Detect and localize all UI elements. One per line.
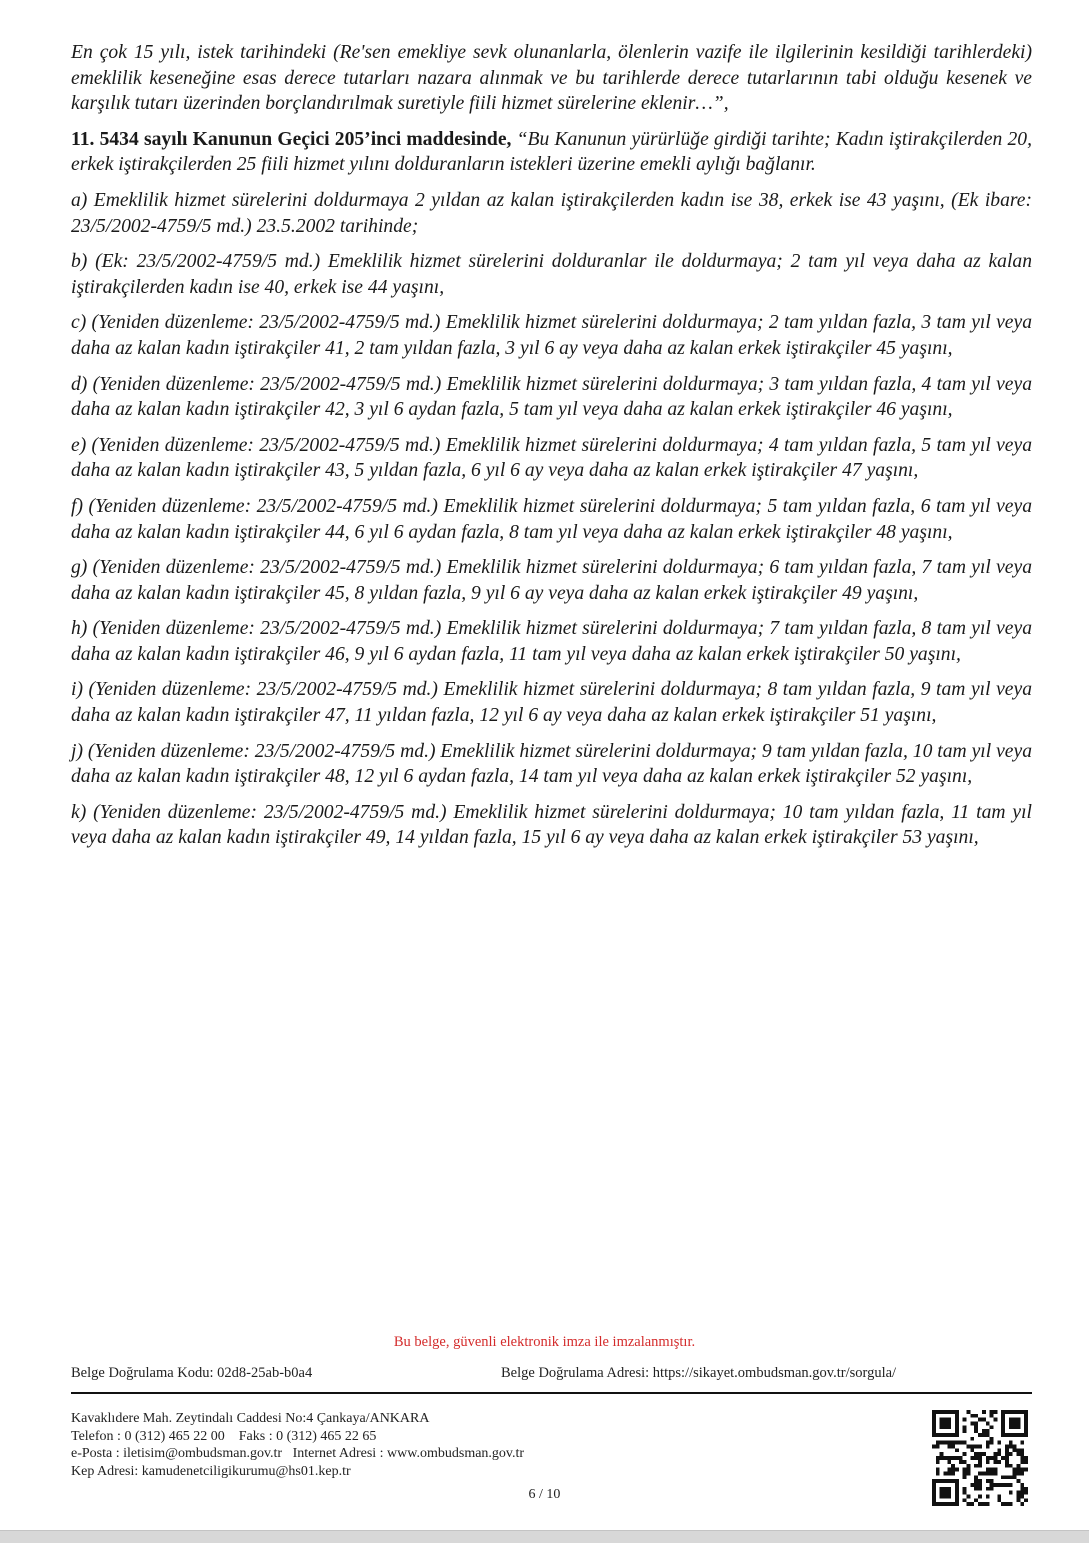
paragraph xyxy=(71,800,1032,851)
paragraph-text: g) (Yeniden düzenleme: 23/5/2002-4759/5 md.) Emeklilik hizmet sürelerini doldurmaya; 6 tam yıldan fazla, 7 tam yıl veya daha az kalan kadın iştirakçiler 45, 8 yıldan fazla, 9 yıl 6 ay veya daha az kalan erkek iştirakçiler 49 yaşını, xyxy=(71,557,1032,604)
footer-contact xyxy=(71,1410,524,1480)
signature-note: Bu belge, güvenli elektronik imza ile imzalanmıştır. xyxy=(393,1334,696,1350)
paragraph xyxy=(71,372,1032,423)
paragraph xyxy=(71,310,1032,361)
paragraph-text: b) (Ek: 23/5/2002-4759/5 md.) Emeklilik hizmet sürelerini dolduranlar ile doldurmaya; 2 tam yıl veya daha az kalan iştirakçilerden kadın ise 40, erkek ise 44 yaşını, xyxy=(71,251,1032,298)
paragraph-lead: 11. 5434 sayılı Kanunun Geçici 205’inci maddesinde, xyxy=(71,128,512,150)
paragraph-text: i) (Yeniden düzenleme: 23/5/2002-4759/5 md.) Emeklilik hizmet sürelerini doldurmaya; 8 tam yıldan fazla, 9 tam yıl veya daha az kalan kadın iştirakçiler 47, 11 yıldan fazla, 12 yıl 6 ay veya daha az kalan erkek iştirakçiler 51 yaşını, xyxy=(71,679,1032,727)
paragraph-text: “Bu Kanunun yürürlüğe girdiği tarihte; Kadın iştirakçilerden 20, erkek iştirakçilerden 25 fiili hizmet yılını dolduranların istekleri üzerine emekli aylığı bağlanır. xyxy=(71,128,1032,176)
paragraph xyxy=(71,677,1032,728)
paragraph xyxy=(71,127,1032,178)
paragraph-text: h) (Yeniden düzenleme: 23/5/2002-4759/5 md.) Emeklilik hizmet sürelerini doldurmaya; 7 tam yıldan fazla, 8 tam yıl veya daha az kalan kadın iştirakçiler 46, 9 yıl 6 aydan fazla, 11 tam yıl veya daha az kalan erkek iştirakçiler 50 yaşını, xyxy=(71,618,1032,665)
paragraph xyxy=(71,739,1032,790)
page-number: 6 / 10 xyxy=(528,1487,561,1502)
verification-address: Belge Doğrulama Adresi: https://sikayet.ombudsman.gov.tr/sorgula/ xyxy=(501,1365,897,1381)
paragraph-text: k) (Yeniden düzenleme: 23/5/2002-4759/5 md.) Emeklilik hizmet sürelerini doldurmaya; 10 tam yıldan fazla, 11 tam yıl veya daha az kalan kadın iştirakçiler 49, 14 yıldan fazla, 15 yıl 6 ay veya daha az kalan erkek iştirakçiler 53 yaşını, xyxy=(71,801,1032,849)
verification-code: Belge Doğrulama Kodu: 02d8-25ab-b0a4 xyxy=(71,1365,313,1381)
paragraph xyxy=(71,616,1032,667)
viewer-bottom-bar xyxy=(0,1530,1089,1543)
paragraph-text: a) Emeklilik hizmet sürelerini doldurmaya 2 yıldan az kalan iştirakçilerden kadın ise 38, erkek ise 43 yaşını, (Ek ibare: 23/5/2002-4759/5 md.) 23.5.2002 tarihinde; xyxy=(71,189,1032,237)
paragraph xyxy=(71,555,1032,606)
paragraph-text: e) (Yeniden düzenleme: 23/5/2002-4759/5 md.) Emeklilik hizmet sürelerini doldurmaya; 4 tam yıldan fazla, 5 tam yıl veya daha az kalan kadın iştirakçiler 43, 5 yıldan fazla, 6 yıl 6 ay veya daha az kalan erkek iştirakçiler 47 yaşını, xyxy=(71,434,1032,482)
paragraph-text: En çok 15 yılı, istek tarihindeki (Re'sen emekliye sevk olunanlarla, ölenlerin vazife ile ilgilerinin kesildiği tarihlerdeki) emeklilik keseneğine esas derece tutarları nazara alınmak ve bu tarihlerde derece tutarlarının tabi olduğu kesenek ve karşılık tutarı üzerinden borçlandırılmak suretiyle fiili hizmet sürelerine eklenir…”, xyxy=(71,42,1032,115)
paragraph xyxy=(71,188,1032,239)
paragraph-text: c) (Yeniden düzenleme: 23/5/2002-4759/5 md.) Emeklilik hizmet sürelerini doldurmaya; 2 tam yıldan fazla, 3 tam yıl veya daha az kalan kadın iştirakçiler 41, 2 tam yıldan fazla, 3 yıl 6 ay veya daha az kalan erkek iştirakçiler 45 yaşını, xyxy=(71,312,1032,359)
footer-email-web: e-Posta : iletisim@ombudsman.gov.tr Internet Adresi : www.ombudsman.gov.tr xyxy=(71,1446,525,1461)
footer-divider xyxy=(71,1392,1032,1394)
paragraph xyxy=(71,249,1032,300)
paragraph xyxy=(71,494,1032,545)
paragraph-text: j) (Yeniden düzenleme: 23/5/2002-4759/5 md.) Emeklilik hizmet sürelerini doldurmaya; 9 tam yıldan fazla, 10 tam yıl veya daha az kalan kadın iştirakçiler 48, 12 yıl 6 aydan fazla, 14 tam yıl veya daha az kalan erkek iştirakçiler 52 yaşını, xyxy=(71,740,1032,788)
paragraph xyxy=(71,40,1032,117)
paragraph-text: f) (Yeniden düzenleme: 23/5/2002-4759/5 md.) Emeklilik hizmet sürelerini doldurmaya; 5 tam yıldan fazla, 6 tam yıl veya daha az kalan kadın iştirakçiler 44, 6 yıl 6 aydan fazla, 8 tam yıl veya daha az kalan erkek iştirakçiler 48 yaşını, xyxy=(71,495,1032,543)
paragraph xyxy=(71,433,1032,484)
document-body xyxy=(71,40,1032,861)
paragraph-text: d) (Yeniden düzenleme: 23/5/2002-4759/5 md.) Emeklilik hizmet sürelerini doldurmaya; 3 tam yıldan fazla, 4 tam yıl veya daha az kalan kadın iştirakçiler 42, 3 yıl 6 aydan fazla, 5 tam yıl veya daha az kalan erkek iştirakçiler 46 yaşını, xyxy=(71,373,1032,421)
footer-address: Kavaklıdere Mah. Zeytindalı Caddesi No:4 Çankaya/ANKARA xyxy=(71,1411,430,1426)
footer-phone: Telefon : 0 (312) 465 22 00 Faks : 0 (312) 465 22 65 xyxy=(71,1428,377,1444)
footer-kep: Kep Adresi: kamudenetciligikurumu@hs01.kep.tr xyxy=(71,1463,351,1479)
